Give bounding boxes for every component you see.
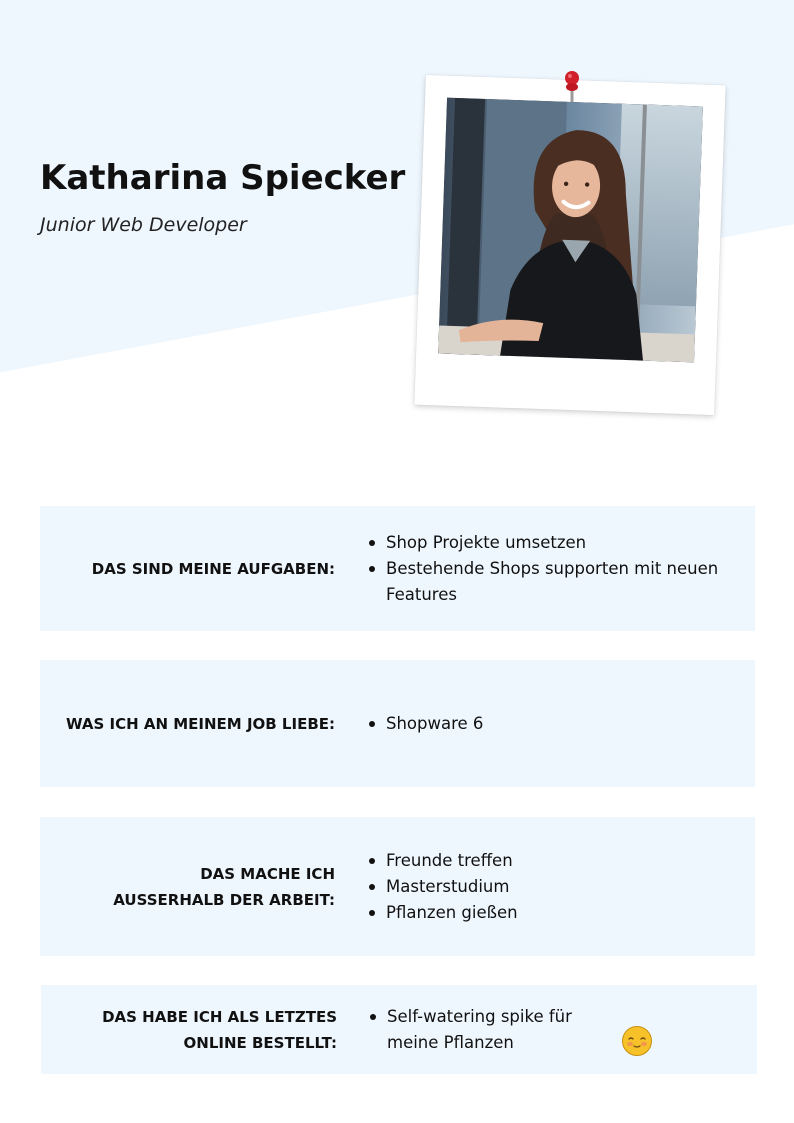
list-item: Masterstudium <box>367 874 735 900</box>
section-card-tasks <box>40 506 755 631</box>
section-label: DAS SIND MEINE AUFGABEN: <box>91 559 335 578</box>
section-label: WAS ICH AN MEINEM JOB LIEBE: <box>65 714 335 733</box>
bullet-icon <box>369 910 375 916</box>
section-label: DAS MACHE ICH AUSSERHALB DER ARBEIT: <box>113 864 335 909</box>
list-item: Pflanzen gießen <box>367 900 735 926</box>
list-item: Self-watering spike für meine Pflanzen <box>368 1004 577 1056</box>
job-title: Junior Web Developer <box>40 214 247 236</box>
section-list <box>367 506 735 631</box>
list-item: Shop Projekte umsetzen <box>367 530 735 556</box>
polaroid-frame <box>414 75 725 415</box>
bullet-icon <box>369 884 375 890</box>
portrait-illustration <box>438 98 703 363</box>
section-list <box>368 985 577 1074</box>
bullet-icon <box>369 858 375 864</box>
section-label: DAS HABE ICH ALS LETZTES ONLINE BESTELLT: <box>102 1007 337 1052</box>
section-list <box>367 817 735 956</box>
bullet-icon <box>370 1014 376 1020</box>
blushing-smiley-icon <box>621 1025 653 1057</box>
bullet-icon <box>369 540 375 546</box>
section-card-leisure <box>40 817 755 956</box>
list-item: Freunde treffen <box>367 848 735 874</box>
push-pin-icon <box>562 70 582 104</box>
person-name: Katharina Spiecker <box>40 158 406 198</box>
list-item: Shopware 6 <box>367 711 735 737</box>
list-item: Bestehende Shops supporten mit neuen Features <box>367 556 735 608</box>
bullet-icon <box>369 566 375 572</box>
profile-photo <box>438 98 703 363</box>
section-card-job-love <box>40 660 755 787</box>
section-list <box>367 660 735 787</box>
bullet-icon <box>369 721 375 727</box>
